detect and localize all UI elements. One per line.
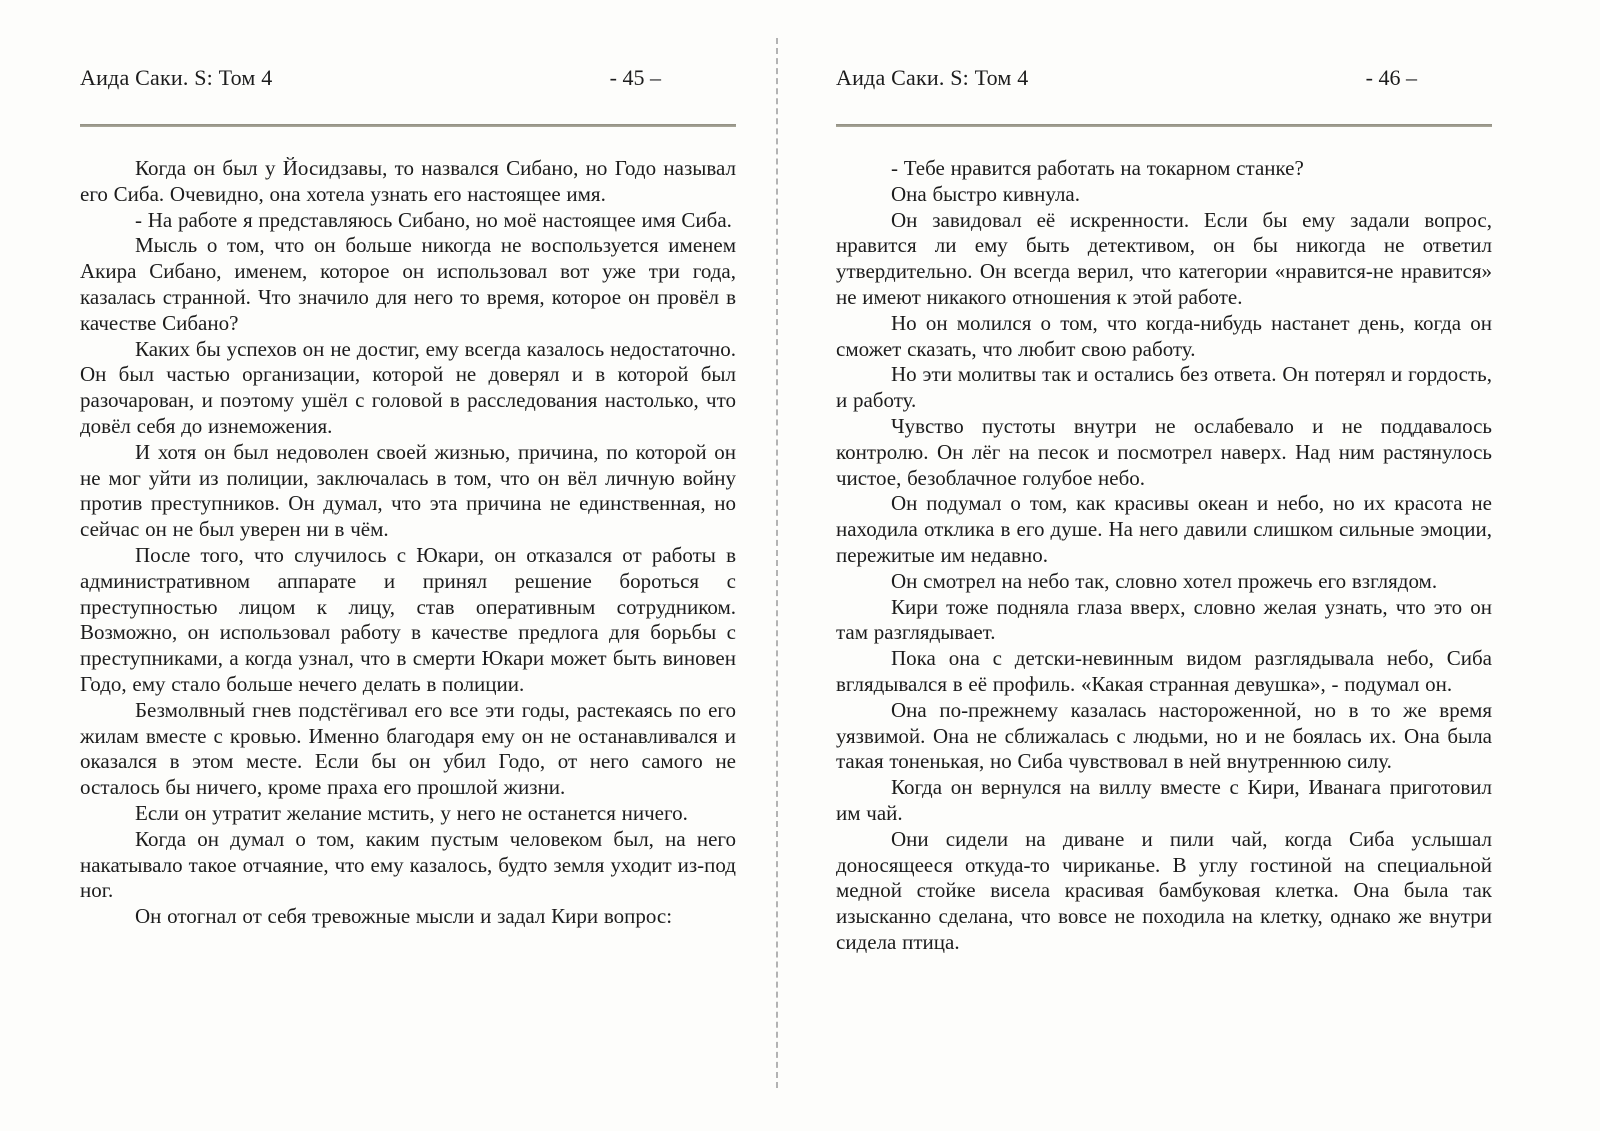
page-text-left <box>80 156 736 930</box>
paragraph: - Тебе нравится работать на токарном станке? <box>891 156 1304 180</box>
paragraph: Она по-прежнему казалась настороженной, но в то же время уязвимой. Она не сближалась с людьми, но и не боялась их. Она была такая тоненькая, но Сиба чувствовал в ней внутреннюю силу. <box>836 697 1492 774</box>
paragraph: Он отогнал от себя тревожные мысли и задал Кири вопрос: <box>135 904 673 929</box>
paragraph: Он подумал о том, как красивы океан и небо, но их красота не находила отклика в его душе. На него давили слишком сильные эмоции, пережитые им недавно. <box>836 491 1492 567</box>
paragraph: Когда он вернулся на виллу вместе с Кири, Иванага приготовил им чай. <box>836 775 1492 825</box>
page-left <box>80 0 736 1131</box>
paragraph: Каких бы успехов он не достиг, ему всегда казалось недостаточно. Он был частью организации, которой не доверял и в которой был разочарован, и поэтому ушёл с головой в расследования настолько, что довёл себя до изнеможения. <box>80 336 736 438</box>
book-title: Аида Саки. S: Том 4 <box>80 65 273 90</box>
paragraph: Но он молился о том, что когда-нибудь настанет день, когда он сможет сказать, что любит свою работу. <box>836 310 1492 361</box>
book-title: Аида Саки. S: Том 4 <box>836 65 1029 90</box>
page-right <box>836 0 1492 1131</box>
paragraph: Но эти молитвы так и остались без ответа. Он потерял и гордость, и работу. <box>836 362 1492 413</box>
paragraph: Он смотрел на небо так, словно хотел прожечь его взглядом. <box>891 568 1438 593</box>
page-header-left <box>80 64 736 92</box>
page-text-right <box>836 156 1492 956</box>
paragraph: После того, что случилось с Юкари, он отказался от работы в административном аппарате и принял решение бороться с преступностью лицом к лицу, став оперативным сотрудником. Возможно, он использовал работу в качестве предлога для борьбы с преступниками, а когда узнал, что в смерти Юкари может быть виновен Годо, ему стало больше нечего делать в полиции. <box>80 542 736 696</box>
paragraph: - На работе я представляюсь Сибано, но моё настоящее имя Сиба. <box>135 207 732 232</box>
page-header-right <box>836 64 1492 92</box>
paragraph: Они сидели на диване и пили чай, когда Сиба услышал доносящееся откуда-то чириканье. В углу гостиной на специальной медной стойке висела красивая бамбуковая клетка. Она была так изысканно сделана, что вовсе не походила на клетку, однако же внутри сидела птица. <box>836 826 1492 954</box>
paragraph: Он завидовал её искренности. Если бы ему задали вопрос, нравится ли ему быть детективом, он бы никогда не ответил утвердительно. Он всегда верил, что категории «нравится-не нравится» не имеют никакого отношения к этой работе. <box>836 207 1492 309</box>
paragraph: Кири тоже подняла глаза вверх, словно желая узнать, что это он там разглядывает. <box>836 594 1492 645</box>
paragraph: Когда он был у Йосидзавы, то назвался Сибано, но Годо называл его Сиба. Очевидно, она хотела узнать его настоящее имя. <box>80 156 736 206</box>
page-divider-dashed-line <box>776 38 778 1088</box>
header-rule <box>80 124 736 127</box>
paragraph: Когда он думал о том, каким пустым человеком был, на него накатывало такое отчаяние, что ему казалось, будто земля уходит из-под ног. <box>80 826 736 903</box>
paragraph: Мысль о том, что он больше никогда не воспользуется именем Акира Сибано, именем, которое он использовал вот уже три года, казалась странной. Что значило для него то время, которое он провёл в качестве Сибано? <box>80 233 736 335</box>
page-number: - 45 – <box>609 65 661 90</box>
page-number: - 46 – <box>1365 65 1417 90</box>
paragraph: Если он утратит желание мстить, у него не останется ничего. <box>135 800 688 825</box>
paragraph: Пока она с детски-невинным видом разглядывала небо, Сиба вглядывался в её профиль. «Какая странная девушка», - подумал он. <box>836 646 1492 696</box>
paragraph: И хотя он был недоволен своей жизнью, причина, по которой он не мог уйти из полиции, заключалась в том, что он вёл личную войну против преступников. Он думал, что эта причина не единственная, но сейчас он не был уверен ни в чём. <box>80 439 736 542</box>
paragraph: Безмолвный гнев подстёгивал его все эти годы, растекаясь по его жилам вместе с кровью. Именно благодаря ему он не останавливался и оказался в этом месте. Если бы он убил Годо, от него самого не осталось бы ничего, кроме праха его прошлой жизни. <box>80 697 736 800</box>
paragraph: Чувство пустоты внутри не ослабевало и не поддавалось контролю. Он лёг на песок и посмотрел наверх. Над ним растянулось чистое, безоблачное голубое небо. <box>836 413 1492 490</box>
paragraph: Она быстро кивнула. <box>891 181 1080 206</box>
header-rule <box>836 124 1492 127</box>
